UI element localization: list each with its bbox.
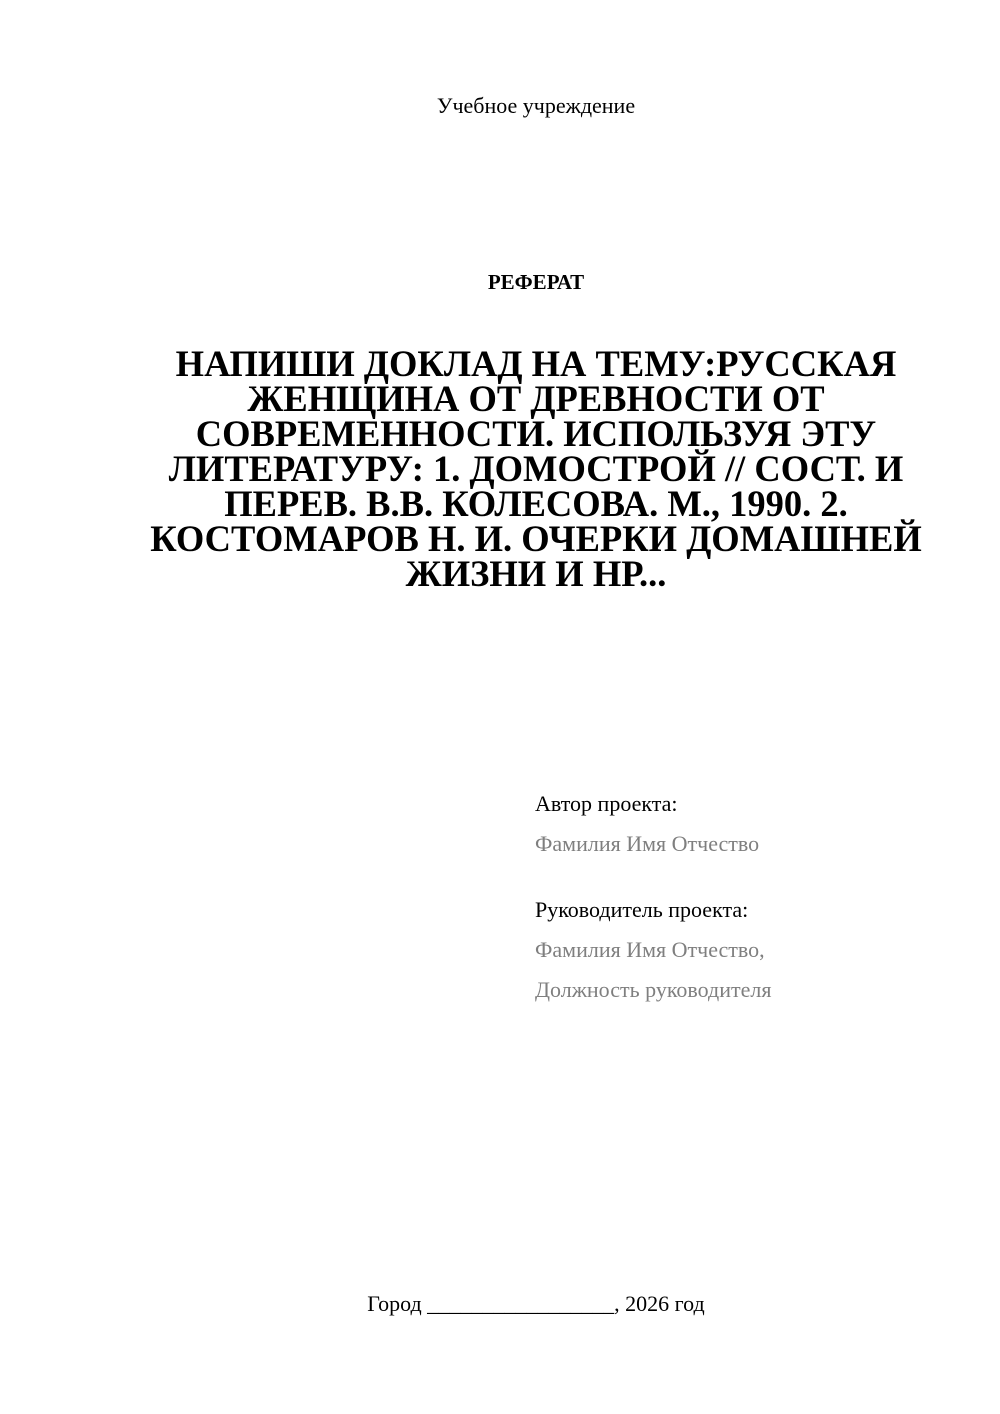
- author-label: Автор проекта:: [535, 791, 678, 816]
- supervisor-position: Должность руководителя: [535, 977, 772, 1002]
- institution-name: Учебное учреждение: [436, 93, 636, 118]
- supervisor-name: Фамилия Имя Отчество,: [535, 937, 765, 962]
- author-name: Фамилия Имя Отчество: [535, 831, 760, 856]
- report-title: НАПИШИ ДОКЛАД НА ТЕМУ:РУССКАЯ ЖЕНЩИНА ОТ ДРЕВНОСТИ ОТ СОВРЕМЕННОСТИ. ИСПОЛЬЗУЯ ЭТУ ЛИТЕРАТУРУ: 1. ДОМОСТРОЙ // СОСТ. И ПЕРЕВ. В.В. КОЛЕСОВА. М., 1990. 2. КОСТОМАРОВ Н. И. ОЧЕРКИ ДОМАШНЕЙ ЖИЗНИ И НР...: [150, 343, 922, 594]
- author-block: [535, 790, 965, 858]
- document-type-heading: РЕФЕРАТ: [487, 270, 585, 294]
- city-year-line: Город _________________, 2026 год: [367, 1291, 705, 1316]
- supervisor-label: Руководитель проекта:: [535, 897, 749, 922]
- supervisor-block: [535, 896, 965, 1004]
